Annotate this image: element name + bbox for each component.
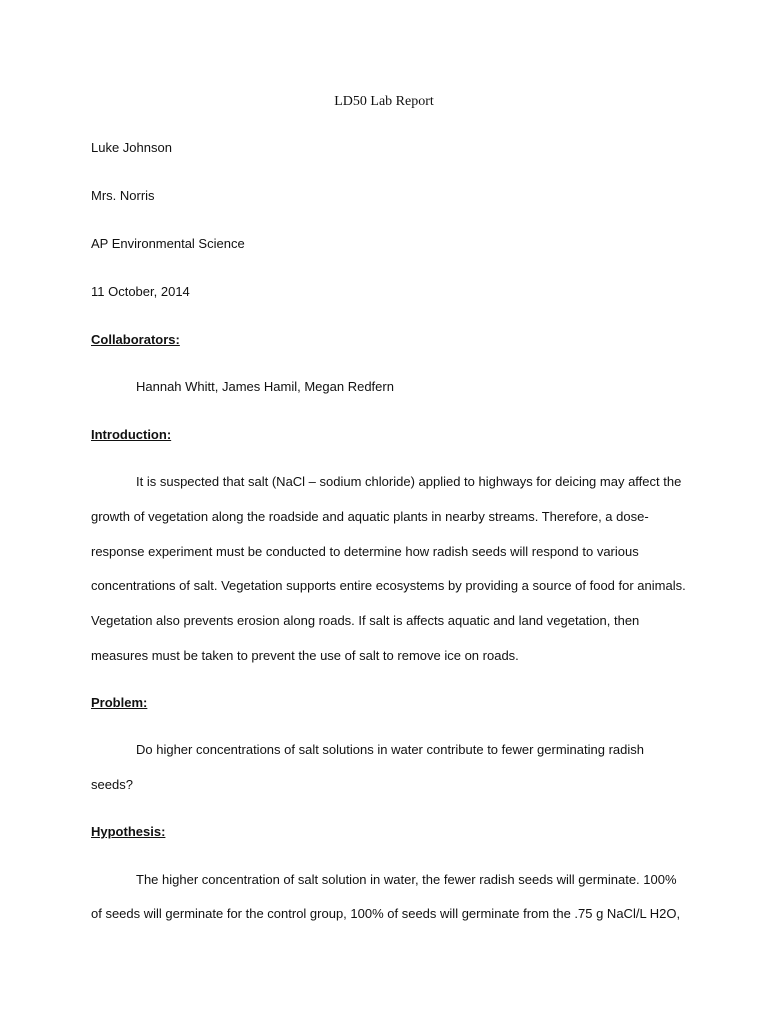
problem-line: Do higher concentrations of salt solutions in water contribute to fewer germinating radish [136, 742, 644, 757]
teacher-name: Mrs. Norris [91, 188, 155, 203]
introduction-line: concentrations of salt. Vegetation supports entire ecosystems by providing a source of food for animals. [91, 578, 686, 593]
problem-heading: Problem: [91, 695, 148, 710]
introduction-line: measures must be taken to prevent the use of salt to remove ice on roads. [91, 648, 519, 663]
author-name: Luke Johnson [91, 140, 172, 155]
hypothesis-line: The higher concentration of salt solution in water, the fewer radish seeds will germinate. 100% [136, 872, 677, 887]
introduction-line: Vegetation also prevents erosion along roads. If salt is affects aquatic and land vegetation, then [91, 613, 640, 628]
hypothesis-line: of seeds will germinate for the control group, 100% of seeds will germinate from the .75 g NaCl/L H2O, [91, 906, 681, 921]
introduction-heading: Introduction: [91, 427, 172, 442]
report-date: 11 October, 2014 [91, 284, 190, 299]
course-name: AP Environmental Science [91, 236, 245, 251]
problem-line: seeds? [91, 777, 133, 792]
document-title: LD50 Lab Report [334, 94, 434, 109]
collaborators-text: Hannah Whitt, James Hamil, Megan Redfern [136, 379, 394, 394]
introduction-line: It is suspected that salt (NaCl – sodium chloride) applied to highways for deicing may affect the [136, 474, 682, 489]
introduction-line: response experiment must be conducted to determine how radish seeds will respond to various [91, 544, 639, 559]
collaborators-heading: Collaborators: [91, 332, 180, 347]
introduction-line: growth of vegetation along the roadside and aquatic plants in nearby streams. Therefore, a dose- [91, 509, 649, 524]
hypothesis-heading: Hypothesis: [91, 824, 166, 839]
